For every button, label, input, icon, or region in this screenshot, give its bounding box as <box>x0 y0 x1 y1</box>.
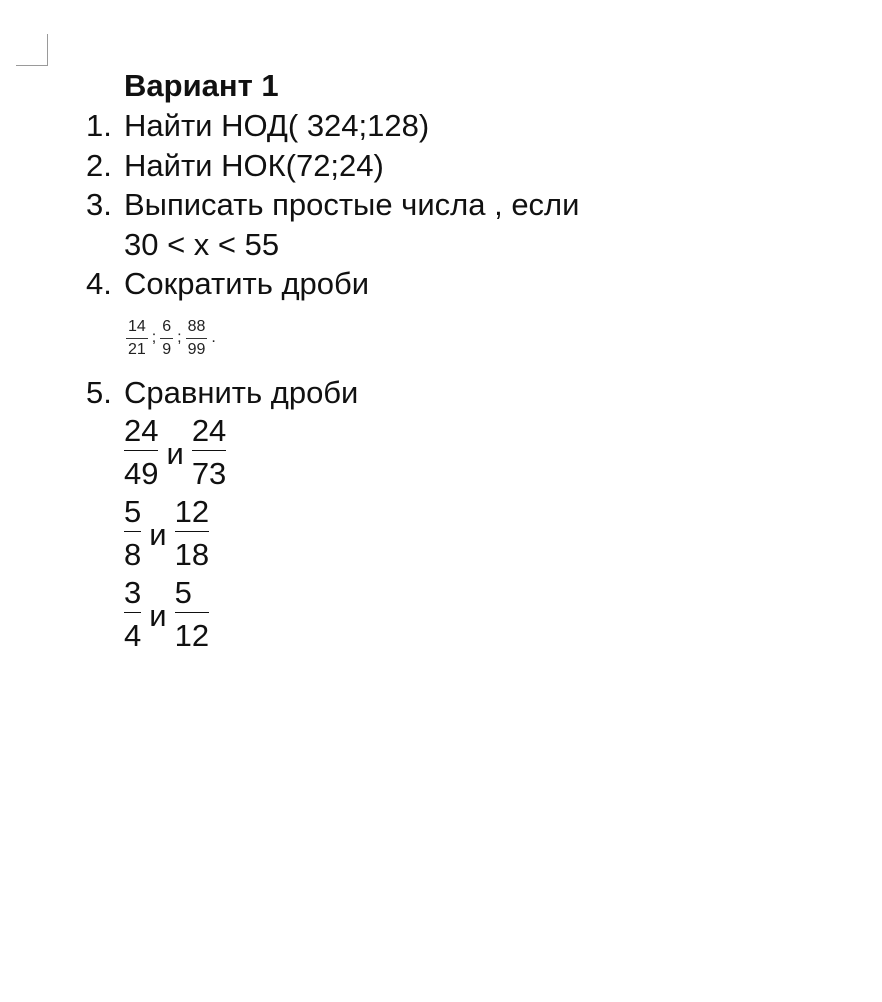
numerator: 24 <box>124 413 159 448</box>
compare-pair-2 <box>124 495 209 574</box>
compare-pair-1 <box>124 414 226 493</box>
numerator: 88 <box>187 317 206 335</box>
task-1 <box>86 106 429 146</box>
denominator: 8 <box>124 537 142 572</box>
fraction-bar <box>124 531 141 532</box>
task-3-inequality: 30 < x < 55 <box>124 227 280 262</box>
separator: ; <box>151 329 157 346</box>
numerator: 3 <box>124 575 142 610</box>
task-text: Сравнить дроби <box>124 375 359 410</box>
page-margin-corner-mark <box>16 34 48 66</box>
denominator: 73 <box>191 456 227 491</box>
numerator: 6 <box>162 317 172 335</box>
task-5 <box>86 373 358 413</box>
denominator: 49 <box>124 456 159 491</box>
denominator: 4 <box>124 618 142 653</box>
denominator: 21 <box>128 340 146 358</box>
numerator: 14 <box>128 317 146 335</box>
task-number: 4. <box>86 266 112 301</box>
fraction-b <box>175 576 209 655</box>
conjunction: и <box>166 435 184 471</box>
separator: ; <box>177 329 182 346</box>
numerator: 12 <box>174 494 210 529</box>
fraction-bar <box>175 612 209 613</box>
denominator: 99 <box>187 340 206 358</box>
task-text: Найти НОК(72;24) <box>124 148 384 183</box>
fraction-bar <box>124 450 158 451</box>
fraction-a <box>124 576 141 655</box>
fraction-b <box>192 414 226 493</box>
task-number: 2. <box>86 148 112 183</box>
numerator: 24 <box>191 413 227 448</box>
task-number: 5. <box>86 375 112 410</box>
fraction-14-21 <box>126 316 148 361</box>
task-number: 3. <box>86 187 112 222</box>
fraction-bar <box>175 531 209 532</box>
terminal-period: . <box>211 329 216 346</box>
compare-pair-3 <box>124 576 209 655</box>
denominator: 9 <box>162 340 172 358</box>
fraction-6-9 <box>160 316 173 361</box>
fraction-bar <box>124 612 141 613</box>
fraction-bar <box>192 450 226 451</box>
task-text: Найти НОД( 324;128) <box>124 108 430 143</box>
task-2 <box>86 146 384 186</box>
task-3 <box>86 185 579 225</box>
task-4 <box>86 264 369 304</box>
fraction-a <box>124 414 158 493</box>
fraction-b <box>175 495 209 574</box>
fraction-88-99 <box>186 316 208 361</box>
fraction-a <box>124 495 141 574</box>
numerator: 5 <box>174 575 192 610</box>
task-number: 1. <box>86 108 112 143</box>
task-text: Сократить дроби <box>124 266 370 301</box>
denominator: 12 <box>174 618 210 653</box>
numerator: 5 <box>124 494 142 529</box>
variant-title: Вариант 1 <box>124 68 279 103</box>
conjunction: и <box>149 597 167 633</box>
conjunction: и <box>149 516 167 552</box>
task-text: Выписать простые числа , если <box>124 187 580 222</box>
denominator: 18 <box>174 537 210 572</box>
reduce-fractions-list <box>124 310 218 366</box>
